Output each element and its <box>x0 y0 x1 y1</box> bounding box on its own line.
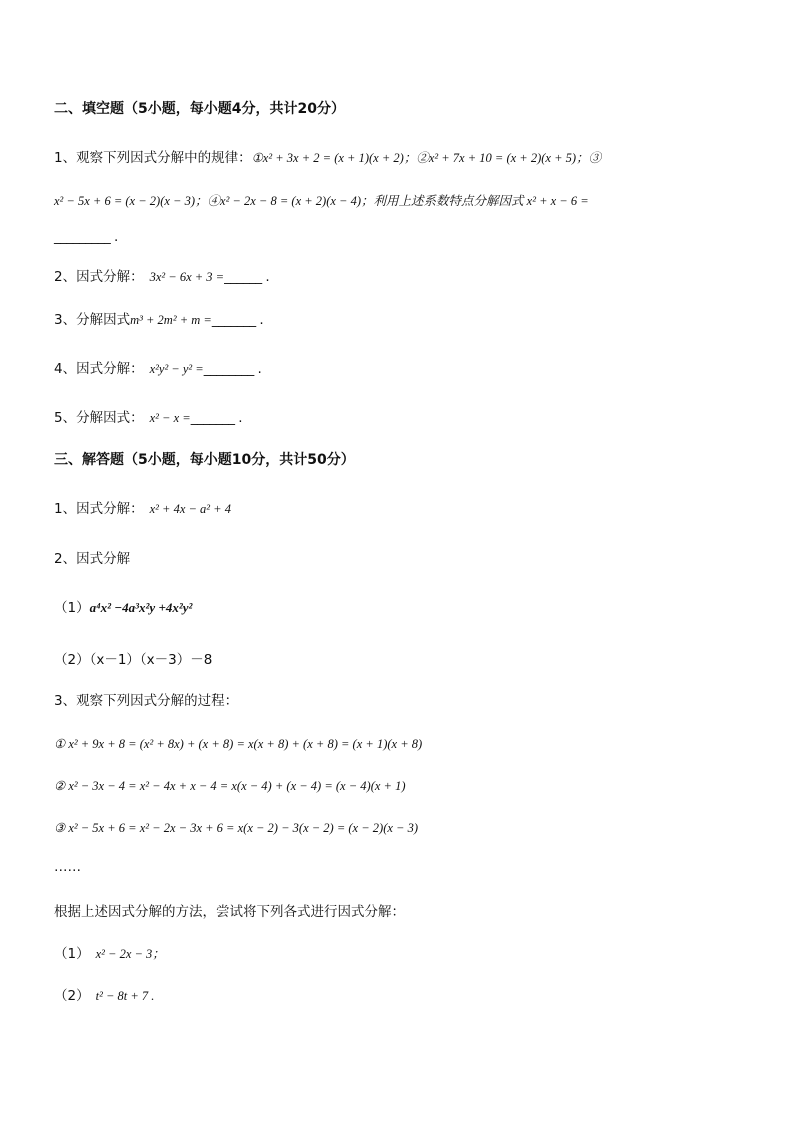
s2-q5-blank: _______ . <box>190 410 243 426</box>
s3-q3-ellipsis: …… <box>54 859 81 875</box>
s3-q3-label: 3、观察下列因式分解的过程： <box>54 693 239 709</box>
s2-q2-expr: 3x² − 6x + 3 = <box>149 270 225 284</box>
s2-q3-expr: m³ + 2m² + m = <box>130 313 212 327</box>
s2-q3-blank: _______ . <box>211 312 264 328</box>
section3-heading: 三、解答题（5小题，每小题10分，共计50分） <box>54 452 355 468</box>
s2-q4-expr: x²y² − y² = <box>149 362 204 376</box>
s2-q1-eq2: x² − 5x + 6 = (x − 2)(x − 3)；④x² − 2x − 8 = (x + 2)(x − 4)；利用上述系数特点分解因式 x² + x − 6 = <box>54 194 589 208</box>
s2-q4-label: 4、因式分解： <box>54 361 144 377</box>
s2-q1-blank: _________ . <box>54 229 118 245</box>
s2-q1-label: 1、观察下列因式分解中的规律： <box>54 150 252 166</box>
s2-q5 <box>54 408 242 428</box>
s2-q5-label: 5、分解因式： <box>54 410 144 426</box>
s3-q1-expr: x² + 4x − a² + 4 <box>149 502 231 516</box>
s3-q2-part1 <box>54 598 192 618</box>
s2-q3-label: 3、分解因式 <box>54 312 131 328</box>
s2-q2-label: 2、因式分解： <box>54 269 144 285</box>
s3-q3-part1-label: （1） <box>54 946 90 962</box>
s2-q1-line1 <box>54 148 601 168</box>
s2-q4 <box>54 359 261 379</box>
s3-q2-part1-label: （1） <box>54 600 90 616</box>
s3-q3-part1-expr: x² − 2x − 3； <box>95 947 165 961</box>
s2-q3 <box>54 310 263 330</box>
s2-q4-blank: ________ . <box>203 361 262 377</box>
s3-q3-part2-expr: t² − 8t + 7 . <box>95 989 155 1003</box>
s2-q2 <box>54 267 269 287</box>
s3-q2-label: 2、因式分解 <box>54 551 131 567</box>
s3-q3-step2: ② x² − 3x − 4 = x² − 4x + x − 4 = x(x − 4) + (x − 4) = (x − 4)(x + 1) <box>54 779 406 793</box>
s3-q2-part1-expr: a⁴x² −4a³x²y +4x²y² <box>89 600 193 615</box>
s3-q1 <box>54 499 231 519</box>
s2-q2-blank: ______ . <box>224 269 270 285</box>
s2-q1-line2 <box>54 191 589 211</box>
section2-heading: 二、填空题（5小题，每小题4分，共计20分） <box>54 101 345 117</box>
s3-q3-part2 <box>54 986 154 1006</box>
s3-q1-label: 1、因式分解： <box>54 501 144 517</box>
s3-q3-part1 <box>54 944 165 964</box>
s3-q3-step1: ① x² + 9x + 8 = (x² + 8x) + (x + 8) = x(x + 8) + (x + 8) = (x + 1)(x + 8) <box>54 737 423 751</box>
s2-q5-expr: x² − x = <box>149 411 191 425</box>
s2-q1-eq1: ①x² + 3x + 2 = (x + 1)(x + 2)；②x² + 7x + 10 = (x + 2)(x + 5)；③ <box>251 151 602 165</box>
s3-q3-step3: ③ x² − 5x + 6 = x² − 2x − 3x + 6 = x(x − 2) − 3(x − 2) = (x − 2)(x − 3) <box>54 821 419 835</box>
s3-q3-part2-label: （2） <box>54 988 90 1004</box>
s3-q2-part2: （2）（x－1）（x－3）－8 <box>54 652 213 668</box>
s3-q3-instruction: 根据上述因式分解的方法，尝试将下列各式进行因式分解： <box>54 904 405 920</box>
